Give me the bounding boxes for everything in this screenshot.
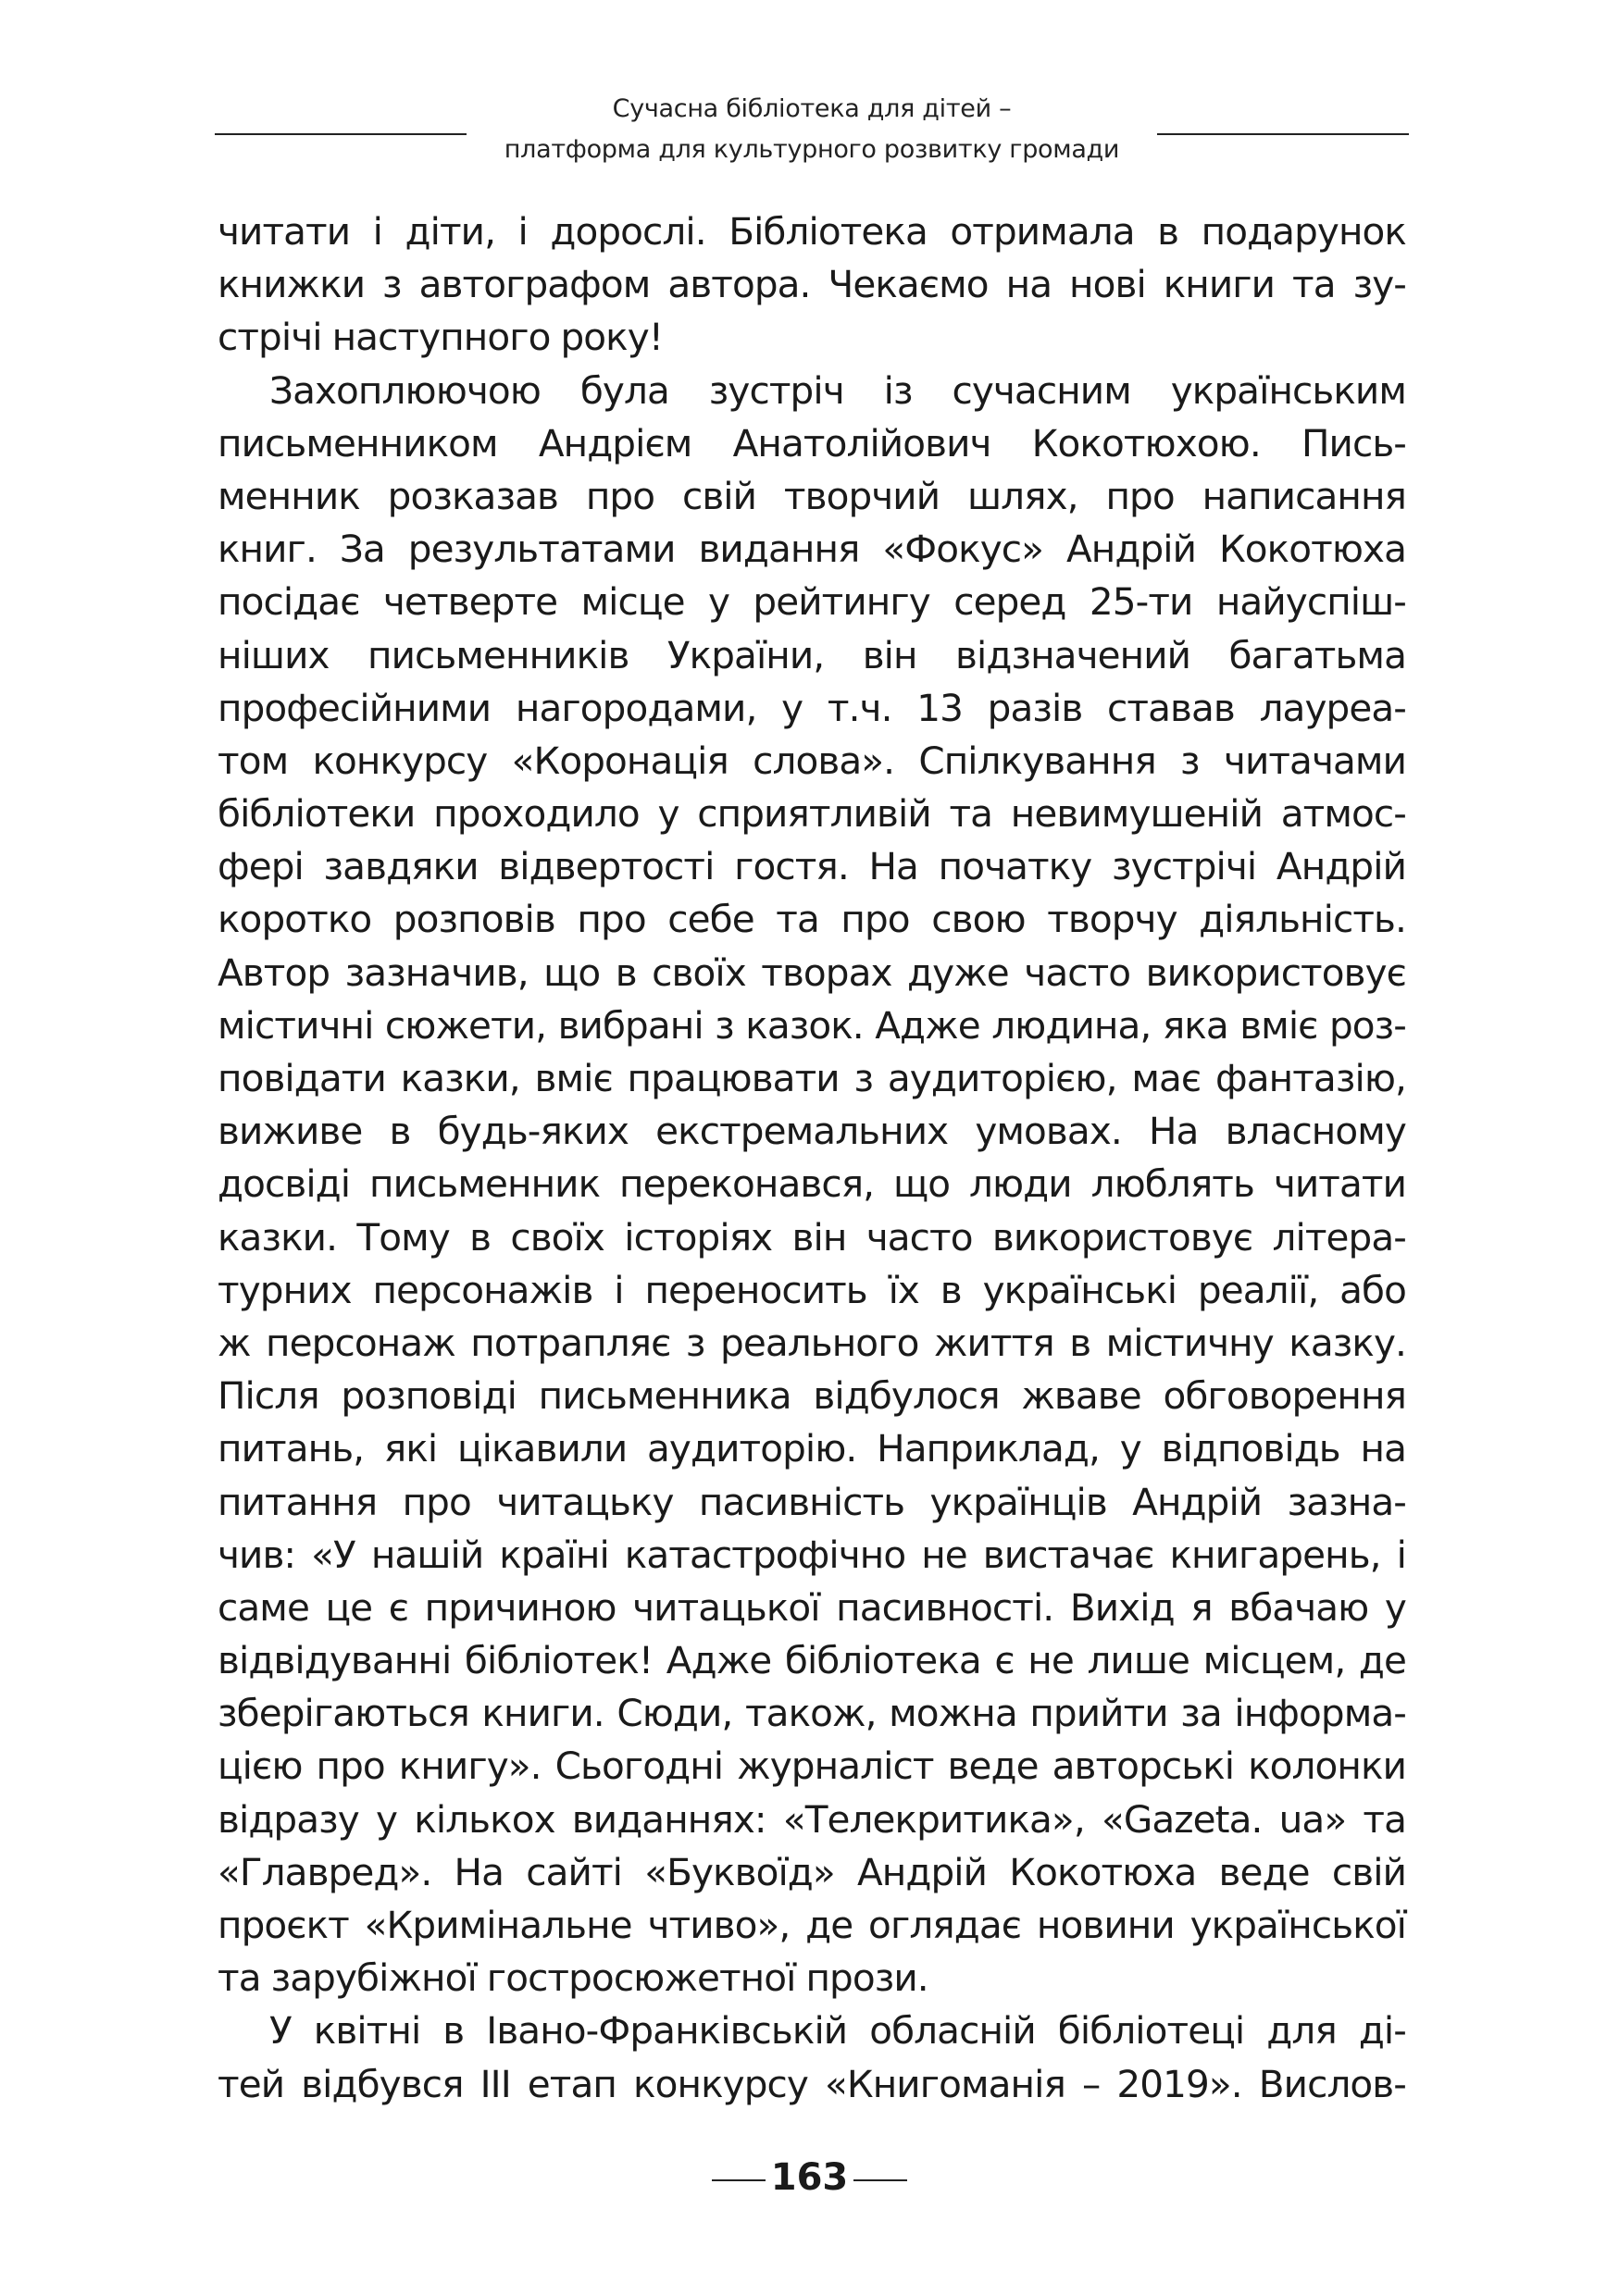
- text-line: книг. За результатами видання «Фокус» Андрій Кокотюха: [218, 527, 1406, 572]
- text-line: Захоплюючою була зустріч із сучасним українським: [269, 367, 1406, 413]
- text-line: казки. Тому в своїх історіях він часто використовує літера-: [218, 1214, 1406, 1260]
- folio-rule-right: [853, 2179, 907, 2181]
- text-line: посідає четверте місце у рейтингу серед 25-ти найуспіш-: [218, 579, 1406, 625]
- text-line: відразу у кількох виданнях: «Телекритика», «Gazeta. ua» та: [218, 1796, 1406, 1842]
- header-title-line-1: Сучасна бібліотека для дітей –: [612, 94, 1012, 123]
- text-line: цією про книгу». Сьогодні журналіст веде авторські колонки: [218, 1744, 1406, 1789]
- text-line: та зарубіжної гостросюжетної прози.: [218, 1955, 928, 2001]
- text-line: книжки з автографом автора. Чекаємо на нові книги та зу-: [218, 262, 1406, 307]
- text-line: містичні сюжети, вибрані з казок. Адже людина, яка вміє роз-: [218, 1002, 1406, 1048]
- text-line: досвіді письменник переконався, що люди люблять читати: [218, 1161, 1406, 1207]
- text-line: турних персонажів і переносить їх в українські реалії, або: [218, 1267, 1406, 1312]
- text-line: читати і діти, і дорослі. Бібліотека отримала в подарунок: [218, 209, 1406, 254]
- text-line: чив: «У нашій країні катастрофічно не вистачає книгарень, і: [218, 1532, 1406, 1577]
- body-text: [218, 205, 1406, 2111]
- text-line: письменником Андрієм Анатолійович Кокотюхою. Пись-: [218, 420, 1406, 465]
- text-line: стрічі наступного року!: [218, 315, 664, 360]
- text-line: менник розказав про свій творчий шлях, про написання: [218, 473, 1406, 518]
- text-line: бібліотеки проходило у сприятливій та невимушеній атмос-: [218, 791, 1406, 837]
- folio-rule-left: [712, 2179, 766, 2181]
- text-line: професійними нагородами, у т.ч. 13 разів ставав лауреа-: [218, 685, 1406, 730]
- text-line: коротко розповів про себе та про свою творчу діяльність.: [218, 897, 1406, 942]
- text-line: ніших письменників України, він відзначений багатьма: [218, 632, 1406, 677]
- text-line: тей відбувся ІІІ етап конкурсу «Книгоманія – 2019». Вислов-: [218, 2061, 1406, 2106]
- text-line: том конкурсу «Коронація слова». Спілкування з читачами: [218, 738, 1406, 783]
- text-line: питань, які цікавили аудиторію. Наприклад, у відповідь на: [218, 1426, 1406, 1471]
- text-line: питання про читацьку пасивність українців Андрій зазна-: [218, 1479, 1406, 1524]
- text-line: зберігаються книги. Сюди, також, можна прийти за інформа-: [218, 1691, 1406, 1736]
- header-title-line-2: платформа для культурного розвитку громади: [504, 135, 1120, 164]
- text-line: Автор зазначив, що в своїх творах дуже часто використовує: [218, 949, 1406, 995]
- text-line: «Главред». На сайті «Буквоїд» Андрій Кокотюха веде свій: [218, 1849, 1406, 1894]
- text-line: проєкт «Кримінальне чтиво», де оглядає новини української: [218, 1903, 1406, 1947]
- page-number-block: [0, 2156, 1619, 2212]
- running-header: [215, 89, 1409, 172]
- text-line: У квітні в Івано-Франківській обласній бібліотеці для ді-: [269, 2008, 1406, 2054]
- text-line: Після розповіді письменника відбулося жваве обговорення: [218, 1373, 1406, 1419]
- text-line: фері завдяки відвертості гостя. На початку зустрічі Андрій: [218, 844, 1406, 889]
- text-line: виживе в будь-яких екстремальних умовах. На власному: [218, 1109, 1406, 1154]
- text-line: саме це є причиною читацької пасивності. Вихід я вбачаю у: [218, 1584, 1406, 1630]
- text-line: повідати казки, вміє працювати з аудиторією, має фантазію,: [218, 1056, 1406, 1100]
- text-line: відвідуванні бібліотек! Адже бібліотека є не лише місцем, де: [218, 1638, 1406, 1683]
- page-number: 163: [770, 2156, 849, 2199]
- text-line: ж персонаж потрапляє з реального життя в містичну казку.: [218, 1320, 1406, 1365]
